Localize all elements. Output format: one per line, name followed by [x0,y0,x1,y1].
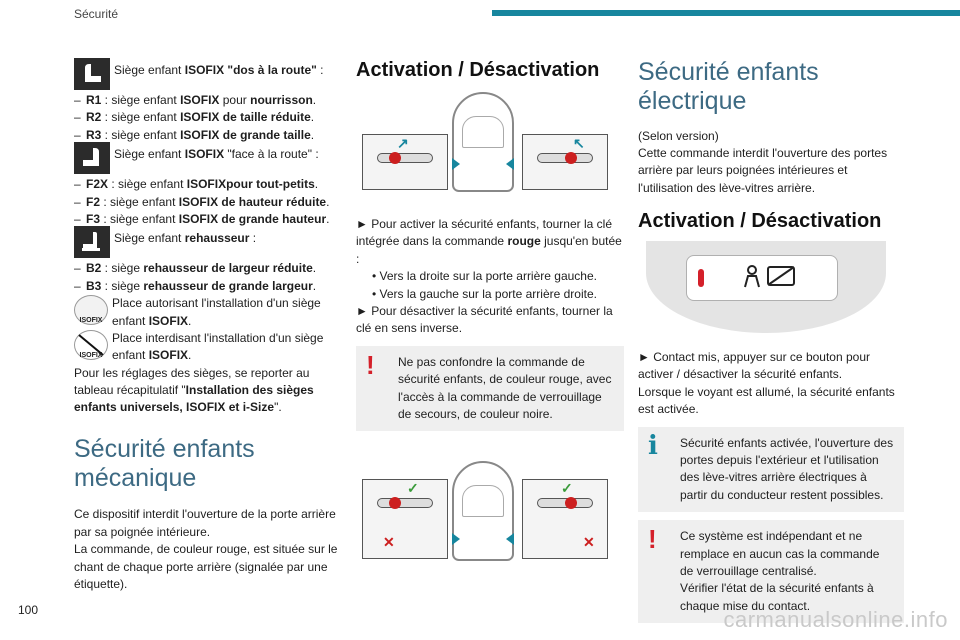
pointer-arrow [506,158,514,170]
right-door-detail: ↖ [522,134,608,190]
column-right [638,58,904,623]
door-figure-deactivate [356,461,624,565]
mechanical-paragraph-1: Ce dispositif interdit l'ouverture de la porte arrière par sa poignée intérieure. [74,507,336,539]
rear-facing-seat-row: Siège enfant ISOFIX "dos à la route" : [74,58,356,90]
pointer-arrow [506,533,514,545]
info-icon: i [648,430,658,461]
version-note: (Selon version) [638,128,719,143]
heading-activation-electric: Activation / Désactivation [638,210,882,233]
pointer-arrow [452,158,460,170]
child-lock-icon [742,263,798,298]
warning-icon: ! [648,524,657,555]
forward-facing-seat-icon [74,142,110,174]
list-item-f3: – F3 : siège enfant ISOFIX de grande hauteur. [74,211,330,226]
settings-reference: Pour les réglages des sièges, se reporter au tableau récapitulatif "Installation des sièges enfants universels, ISOFIX et i-Size". [74,365,314,415]
list-item-r2: – R2 : siège enfant ISOFIX de taille réduite. [74,110,315,125]
header-accent-bar [492,10,960,16]
heading-mechanical: Sécurité enfants mécanique [74,434,255,492]
right-door-detail: ✓ ✕ [522,479,608,559]
isofix-forbidden-icon: ISOFIX [74,330,108,360]
car-outline [452,461,514,561]
column-middle [356,58,624,565]
warning-box: ! Ne pas confondre la commande de sécurité enfants, de couleur rouge, avec l'accès à la commande de verrouillage de secours, de couleur noire. [356,346,624,432]
warning-icon: ! [366,349,375,380]
page-number: 100 [18,603,39,617]
mechanical-paragraph-2: La commande, de couleur rouge, est située sur le chant de chaque porte arrière (signalée par une étiquette). [74,542,338,591]
list-item-f2: – F2 : siège enfant ISOFIX de hauteur réduite. [74,194,330,209]
list-item-f2x: – F2X : siège enfant ISOFIXpour tout-petits. [74,177,319,192]
sub-step-right: • Vers la gauche sur la porte arrière droite. [372,286,597,301]
indicator-led [698,269,704,287]
column-left [74,58,356,593]
pointer-arrow [452,533,460,545]
electric-paragraph: Cette commande interdit l'ouverture des portes arrière par leurs poignées intérieures et l'utilisation des lève-vitres arrière. [638,145,888,195]
door-figure-activate [356,92,624,196]
activate-step: ► Pour activer la sécurité enfants, tourner la clé intégrée dans la commande rouge jusqu'en butée : [356,217,622,266]
child-lock-button-figure [638,241,904,341]
list-item-b3: – B3 : siège rehausseur de grande largeur. [74,278,317,293]
sub-step-left: • Vers la droite sur la porte arrière gauche. [372,269,597,284]
list-item-r1: – R1 : siège enfant ISOFIX pour nourrisson. [74,93,317,107]
section-title: Sécurité [74,7,119,21]
deactivate-step: ► Pour désactiver la sécurité enfants, tourner la clé en sens inverse. [356,303,613,336]
heading-activation: Activation / Désactivation [356,59,600,81]
list-item-b2: – B2 : siège rehausseur de largeur réduite. [74,261,317,276]
info-box: i Sécurité enfants activée, l'ouverture des portes depuis l'extérieur et l'utilisation des lève-vitres arrière électriques à partir du conducteur restent possibles. [638,427,904,513]
rear-facing-seat-icon [74,58,110,90]
list-item-r3: – R3 : siège enfant ISOFIX de grande taille. [74,127,315,142]
heading-electric: Sécurité enfants électrique [638,58,819,115]
isofix-allowed-row: ISOFIX Place autorisant l'installation d'un siège enfant ISOFIX. [74,295,356,330]
electric-step-2: Lorsque le voyant est allumé, la sécurité enfants est activée. [638,384,895,417]
warning-box-electric: ! Ce système est indépendant et ne remplace en aucun cas la commande de verrouillage centralisé. Vérifier l'état de la sécurité enfants à chaque mise du contact. [638,520,904,623]
watermark: carmanualsonline.info [723,607,948,633]
isofix-forbidden-row: ISOFIX Place interdisant l'installation d'un siège enfant ISOFIX. [74,330,356,365]
booster-seat-icon [74,226,110,258]
forward-facing-seat-row: Siège enfant ISOFIX "face à la route" : [74,142,356,174]
car-outline [452,92,514,192]
isofix-allowed-icon: ISOFIX [74,295,108,325]
left-door-detail: ✓ ✕ [362,479,448,559]
left-door-detail: ↗ [362,134,448,190]
electric-step-1: ► Contact mis, appuyer sur ce bouton pour activer / désactiver la sécurité enfants. [638,350,870,382]
booster-seat-row: Siège enfant rehausseur : [74,226,356,258]
